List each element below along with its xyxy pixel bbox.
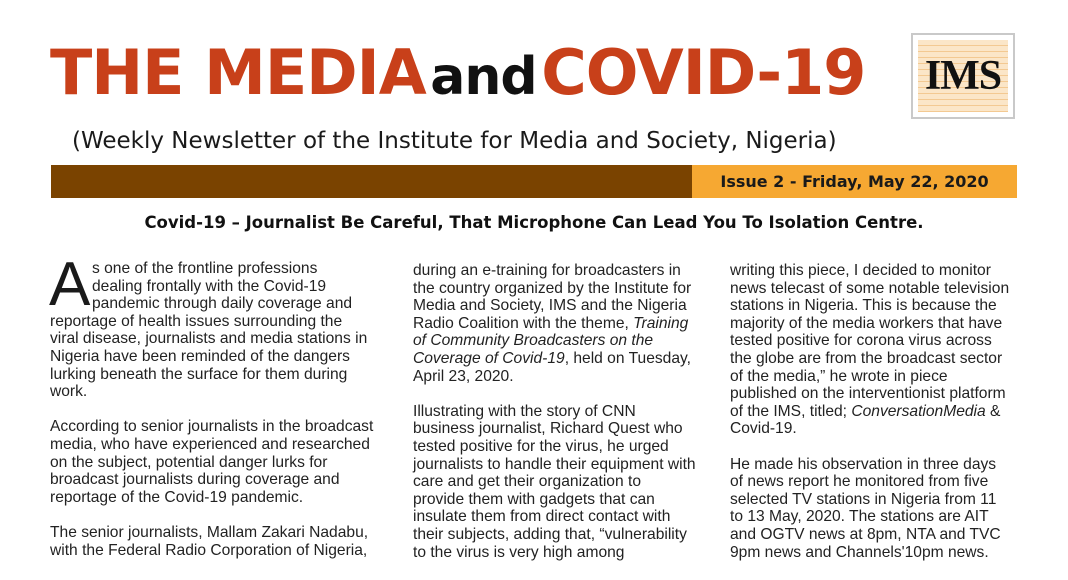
article-paragraph [49, 250, 390, 401]
text-line: reportage of health issues surrounding the [50, 312, 343, 330]
text-line: The senior journalists, Mallam Zakari Nadabu, [50, 523, 369, 541]
text-line: of the media,” he wrote in piece [730, 367, 948, 385]
article-column-3 [730, 262, 1030, 579]
text-line: with the Federal Radio Corporation of Nigeria, [50, 541, 368, 559]
title-covid: COVID-19 [541, 36, 866, 109]
title-and: and [430, 47, 537, 107]
text-line: of news report he monitored from five [730, 473, 989, 491]
text-line: selected TV stations in Nigeria from 11 [730, 490, 997, 508]
text-line: viral disease, journalists and media stations in [50, 330, 368, 348]
text-line: Illustrating with the story of CNN [413, 402, 636, 420]
text-line: stations in Nigeria. This is because the [730, 297, 997, 315]
text-line: insulate them from direct contact with [413, 508, 671, 526]
text-line: broadcast journalists during coverage and [50, 471, 340, 489]
text-segment: & [985, 402, 1001, 420]
newsletter-title [50, 36, 866, 109]
text-segment: Radio Coalition with the theme, [413, 314, 634, 332]
text-segment: of the IMS, titled; [730, 402, 852, 420]
training-theme-italic: of Community Broadcasters on the [413, 332, 654, 350]
text-line: journalists to handle their equipment with [413, 455, 696, 473]
article-column-1 [49, 250, 390, 577]
platform-name-italic: ConversationMedia [851, 402, 986, 420]
text-line [730, 403, 1030, 421]
text-line: during an e-training for broadcasters in [413, 262, 681, 279]
article-column-2 [413, 262, 713, 579]
issue-bar-orange-segment [692, 165, 1017, 198]
training-theme-italic: Training [633, 314, 689, 332]
article-paragraph [413, 262, 713, 385]
text-line: to 13 May, 2020. The stations are AIT [730, 508, 989, 526]
training-theme-italic: Coverage of Covid-19 [413, 349, 565, 367]
text-segment: , held on Tuesday, [564, 349, 691, 367]
ims-logo-background [918, 40, 1008, 112]
text-line: the globe are from the broadcast sector [730, 349, 1003, 367]
text-line: published on the interventionist platform [730, 385, 1006, 403]
text-line: Nigeria have been reminded of the dangers [50, 347, 350, 365]
text-line: on the subject, potential danger lurks for [50, 453, 328, 471]
issue-bar [51, 165, 1017, 198]
text-line: Covid-19. [730, 420, 797, 438]
article-paragraph [50, 418, 390, 506]
ims-logo [911, 33, 1015, 119]
text-line: s one of the frontline professions [92, 260, 318, 277]
text-line: April 23, 2020. [413, 367, 514, 385]
text-line: tested positive for the virus, he urged [413, 437, 669, 455]
text-line: reportage of the Covid-19 pandemic. [50, 488, 304, 506]
text-line: tested positive for corona virus across [730, 332, 992, 350]
text-line: dealing frontally with the Covid-19 [92, 277, 327, 295]
issue-bar-brown-segment [51, 165, 692, 198]
text-line [413, 332, 713, 350]
text-line: work. [50, 383, 88, 401]
text-line: lurking beneath the surface for them during [50, 365, 348, 383]
text-line: writing this piece, I decided to monitor [730, 262, 991, 279]
article-paragraph [730, 262, 1030, 438]
drop-cap: A [49, 250, 91, 319]
newsletter-subtitle: (Weekly Newsletter of the Institute for Media and Society, Nigeria) [72, 128, 837, 154]
text-line: majority of the media workers that have [730, 314, 1003, 332]
text-line: and OGTV news at 8pm, NTA and TVC [730, 525, 1001, 543]
text-line: their subjects, adding that, “vulnerability [413, 525, 687, 543]
text-line: 9pm news and Channels'10pm news. [730, 543, 989, 561]
text-line [413, 315, 713, 333]
ims-logo-text: IMS [924, 53, 1002, 99]
text-line: the country organized by the Institute for [413, 279, 692, 297]
text-line: business journalist, Richard Quest who [413, 420, 683, 438]
text-line: According to senior journalists in the broadcast [50, 418, 374, 436]
issue-date: Issue 2 - Friday, May 22, 2020 [720, 172, 989, 191]
text-line: He made his observation in three days [730, 455, 997, 473]
article-paragraph [730, 456, 1030, 562]
article-paragraph [50, 524, 390, 559]
text-line: provide them with gadgets that can [413, 490, 655, 508]
text-line: to the virus is very high among [413, 543, 625, 561]
text-line: care and get their organization to [413, 473, 641, 491]
text-line: pandemic through daily coverage and [92, 295, 353, 313]
text-line: Media and Society, IMS and the Nigeria [413, 297, 687, 315]
article-headline: Covid-19 – Journalist Be Careful, That Microphone Can Lead You To Isolation Centre. [144, 213, 924, 232]
text-line: media, who have experienced and researched [50, 435, 370, 453]
text-line: news telecast of some notable television [730, 279, 1010, 297]
title-the-media: THE MEDIA [50, 36, 426, 109]
article-paragraph [413, 403, 713, 561]
text-line [413, 350, 713, 368]
